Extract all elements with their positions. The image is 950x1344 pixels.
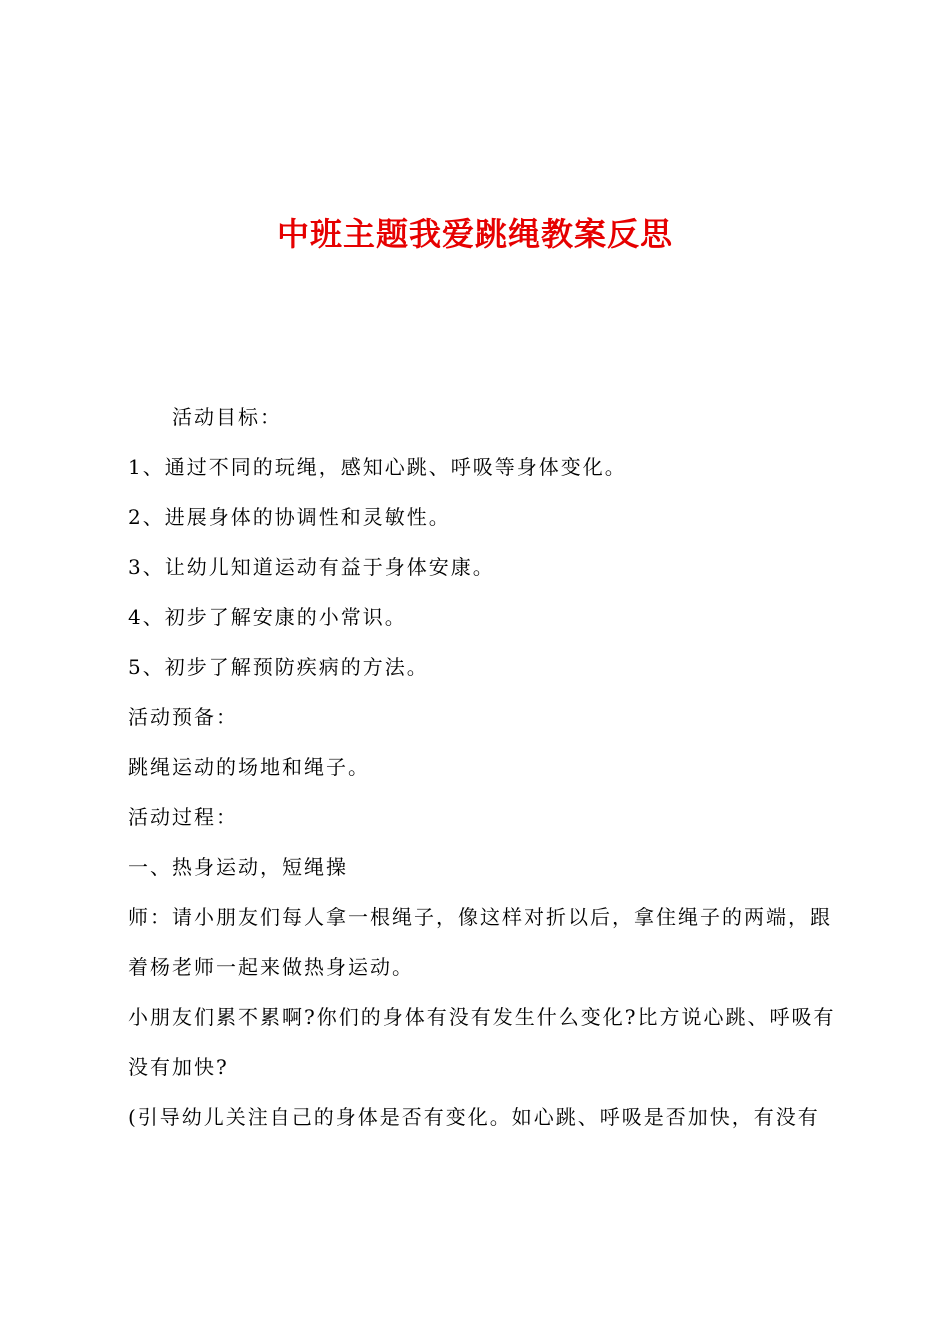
document-body	[128, 392, 838, 1142]
paragraph-goal-5: 5、初步了解预防疾病的方法。	[128, 655, 429, 679]
paragraph-preparation: 跳绳运动的场地和绳子。	[128, 755, 370, 779]
paragraph-teacher-instruction: 师：请小朋友们每人拿一根绳子，像这样对折以后，拿住绳子的两端，跟着杨老师一起来做热身运动。	[128, 905, 832, 979]
paragraph-goal-4: 4、初步了解安康的小常识。	[128, 605, 407, 629]
paragraph-warmup-heading: 一、热身运动，短绳操	[128, 855, 348, 879]
paragraph-process-heading: 活动过程：	[128, 805, 238, 829]
paragraph-goal-1: 1、通过不同的玩绳，感知心跳、呼吸等身体变化。	[128, 455, 627, 479]
paragraph-question: 小朋友们累不累啊?你们的身体有没有发生什么变化?比方说心跳、呼吸有没有加快?	[128, 1005, 836, 1079]
document-title: 中班主题我爱跳绳教案反思	[276, 215, 673, 253]
paragraph-goal-2: 2、进展身体的协调性和灵敏性。	[128, 505, 451, 529]
paragraph-preparation-heading: 活动预备：	[128, 705, 238, 729]
paragraph-goal-3: 3、让幼儿知道运动有益于身体安康。	[128, 555, 495, 579]
paragraph-activity-goals-heading: 活动目标：	[172, 405, 282, 429]
paragraph-guidance: (引导幼儿关注自己的身体是否有变化。如心跳、呼吸是否加快，有没有	[128, 1105, 820, 1129]
